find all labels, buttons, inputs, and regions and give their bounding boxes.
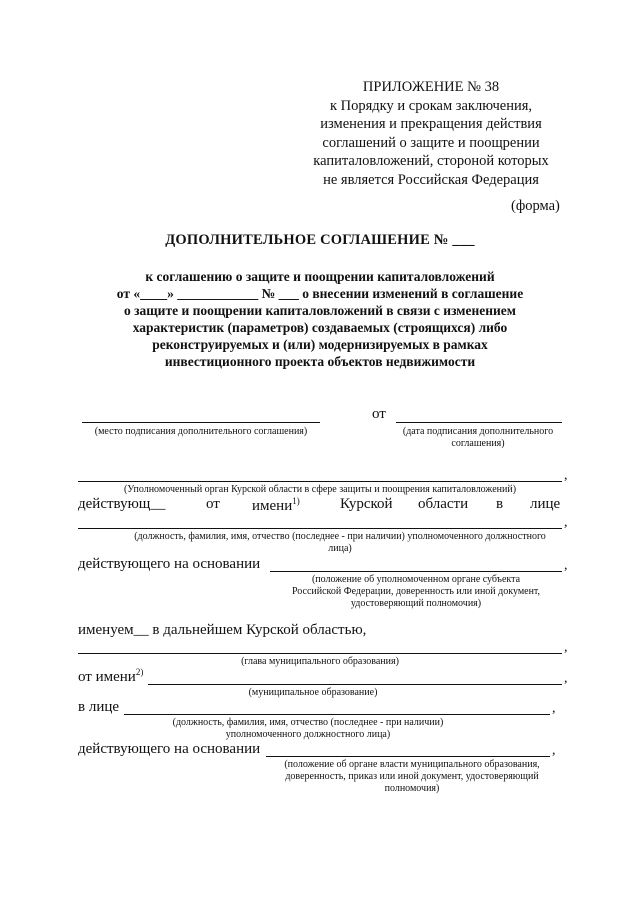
on-behalf-label: [78, 667, 143, 686]
hereinafter-text: именуем__ в дальнейшем Курской областью,: [78, 622, 367, 638]
document-subtitle: [60, 268, 580, 370]
header-line: к Порядку и срокам заключения,: [329, 97, 533, 114]
on-behalf-text: от имени: [78, 669, 136, 685]
caption-line: (должность, фамилия, имя, отчество (последнее - при наличии) уполномоченного должностного: [134, 531, 546, 542]
caption-line: доверенность, приказ или иной документ, удостоверяющий: [285, 771, 539, 782]
subtitle-line: о защите и поощрении капиталовложений в связи с изменением: [123, 303, 516, 318]
date-from-label: от: [372, 406, 386, 422]
municipal-head-caption: (глава муниципального образования): [241, 656, 399, 667]
header-line: не является Российская Федерация: [323, 171, 539, 188]
municipal-person-caption: [124, 717, 492, 741]
authority-basis-caption: [270, 574, 562, 610]
appendix-header: [300, 78, 562, 189]
comma: ,: [564, 671, 568, 686]
footnote-marker: 1): [292, 496, 300, 506]
acting-word: Курской: [340, 496, 393, 512]
authority-person-field[interactable]: [78, 528, 562, 529]
acting-word-text: имени: [252, 498, 293, 514]
caption-line: (должность, фамилия, имя, отчество (последнее - при наличии): [172, 717, 444, 728]
authority-person-caption: [98, 531, 582, 555]
comma: ,: [564, 558, 568, 573]
document-title: ДОПОЛНИТЕЛЬНОЕ СОГЛАШЕНИЕ № ___: [165, 232, 475, 248]
signing-place-caption: (место подписания дополнительного соглашения): [94, 426, 308, 437]
subtitle-line: инвестиционного проекта объектов недвижимости: [164, 354, 476, 369]
authority-field[interactable]: [78, 481, 562, 482]
municipal-basis-caption: [262, 759, 562, 795]
authority-basis-field[interactable]: [270, 571, 562, 572]
subtitle-line: характеристик (параметров) создаваемых (строящихся) либо: [132, 320, 508, 335]
municipal-entity-field[interactable]: [148, 684, 562, 685]
municipal-entity-caption: (муниципальное образование): [248, 687, 378, 698]
in-person-label: в лице: [78, 699, 120, 715]
acting-basis-label: действующего на основании: [78, 741, 261, 757]
acting-word: в: [496, 496, 504, 512]
municipal-person-field[interactable]: [124, 714, 550, 715]
caption-line: (положение об органе власти муниципального образования,: [284, 759, 540, 770]
comma: ,: [552, 743, 556, 758]
signing-date-field[interactable]: [396, 422, 562, 423]
authority-caption: (Уполномоченный орган Курской области в сфере защиты и поощрения капиталовложений): [123, 484, 517, 495]
form-label: (форма): [511, 198, 560, 214]
date-caption-line: (дата подписания дополнительного: [402, 426, 554, 437]
caption-line: Российской Федерации, доверенность или иной документ,: [291, 586, 541, 597]
comma: ,: [564, 640, 568, 655]
acting-word: [252, 496, 300, 515]
municipal-basis-field[interactable]: [266, 756, 550, 757]
caption-line: (положение об уполномоченном органе субъекта: [311, 574, 521, 585]
date-caption-line: соглашения): [451, 438, 505, 449]
comma: ,: [564, 515, 568, 530]
acting-basis-label: действующего на основании: [78, 556, 261, 572]
comma: ,: [564, 468, 568, 483]
appendix-number: ПРИЛОЖЕНИЕ № 38: [362, 79, 500, 95]
header-line: изменения и прекращения действия: [320, 116, 542, 132]
caption-line: удостоверяющий полномочия): [350, 598, 482, 609]
signing-date-caption: [380, 426, 576, 450]
subtitle-line: реконструируемых и (или) модернизируемых в рамках: [152, 337, 488, 352]
subtitle-line: к соглашению о защите и поощрении капиталовложений: [145, 269, 495, 284]
header-line: капиталовложений, стороной которых: [313, 153, 549, 169]
caption-line: полномочия): [384, 783, 440, 794]
acting-word: лице: [530, 496, 561, 512]
acting-word: области: [418, 496, 469, 512]
subtitle-line: от «____» ____________ № ___ о внесении изменений в соглашение: [116, 286, 524, 301]
acting-word: от: [206, 496, 220, 512]
header-line: соглашений о защите и поощрении: [322, 134, 540, 151]
acting-word: действующ__: [78, 496, 166, 512]
comma: ,: [552, 701, 556, 716]
municipal-head-field[interactable]: [78, 653, 562, 654]
footnote-marker: 2): [135, 667, 144, 677]
caption-line: лица): [328, 543, 352, 554]
signing-place-field[interactable]: [82, 422, 320, 423]
caption-line: уполномоченного должностного лица): [225, 729, 391, 740]
